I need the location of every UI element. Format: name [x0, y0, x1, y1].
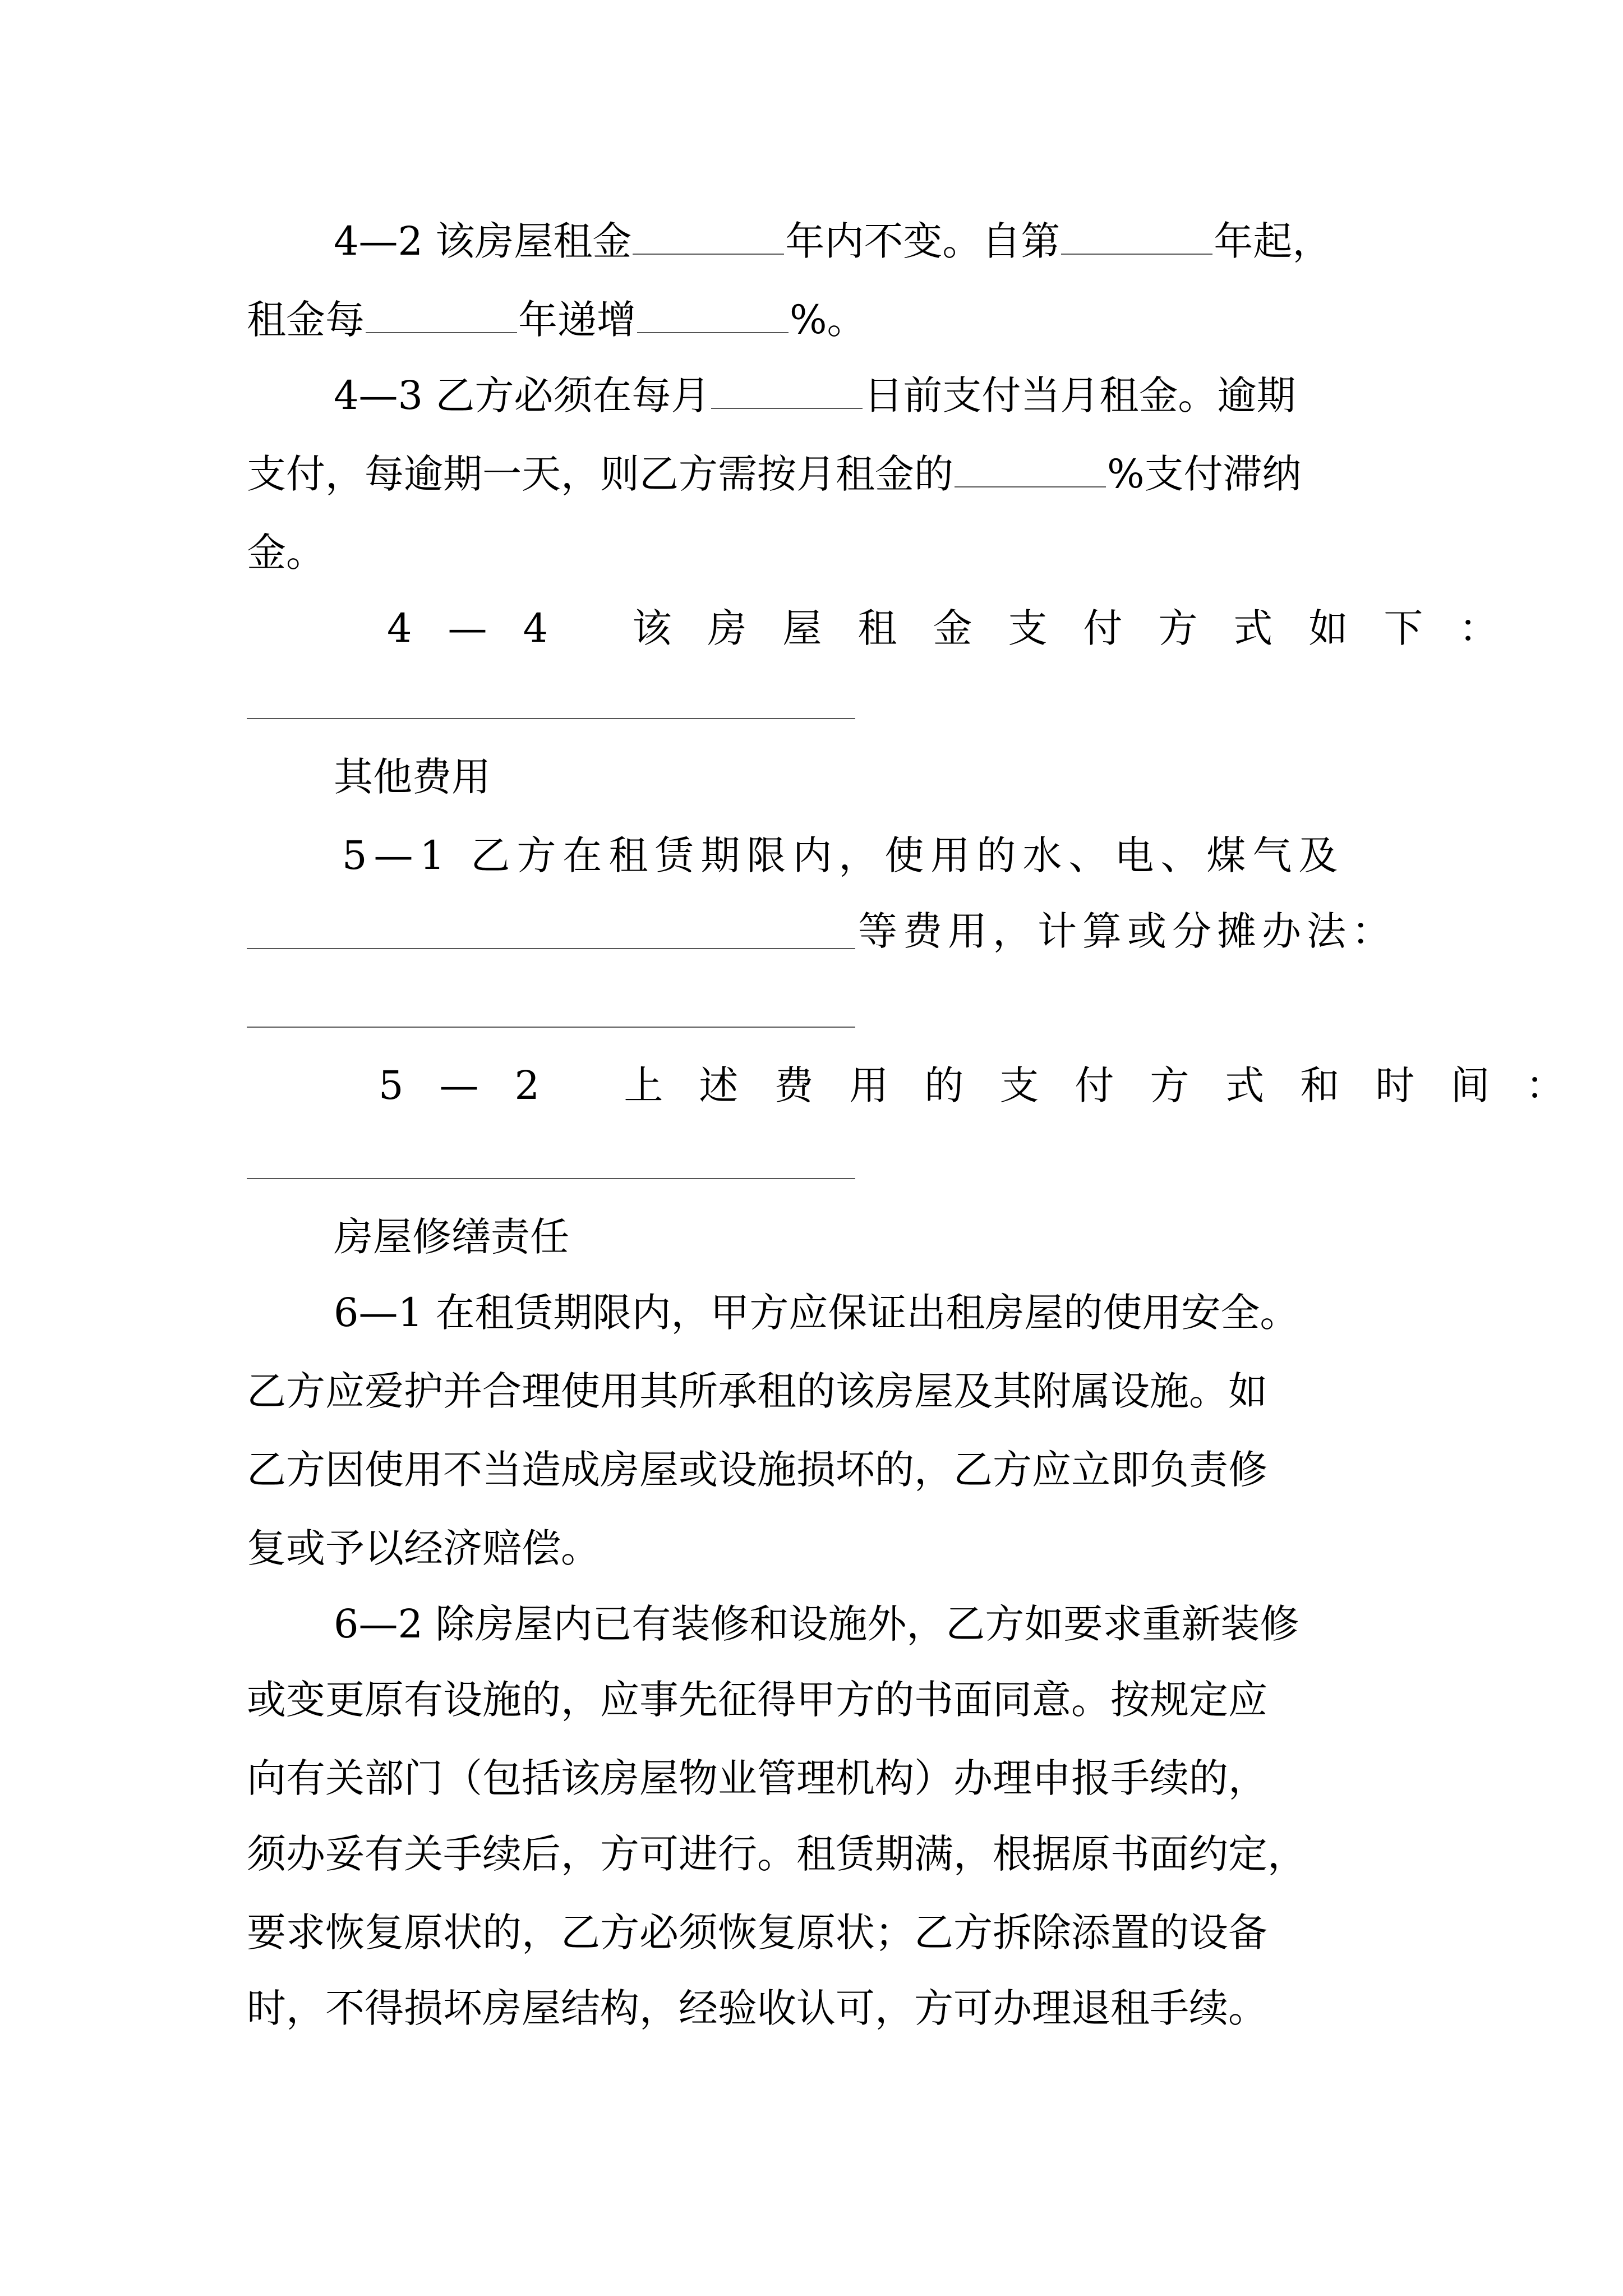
clause-4-2-line-1 [334, 219, 1331, 264]
clause-4-2-line-2 [247, 297, 866, 342]
clause-6-2-line-6: 时，不得损坏房屋结构，经验收认可，方可办理退租手续。 [247, 1985, 1267, 2031]
clause-6-2-line-4: 须办妥有关手续后，方可进行。租赁期满，根据原书面约定， [247, 1831, 1307, 1877]
text-segment: 租金每 [247, 297, 365, 343]
text-segment: 日前支付当月租金。逾期 [864, 372, 1296, 418]
section-heading-other-fees: 其他费用 [334, 754, 491, 800]
text-segment: %支付滞纳 [1107, 451, 1302, 497]
text-segment: %。 [790, 297, 866, 343]
clause-6-1-line-4: 复或予以经济赔偿。 [247, 1525, 600, 1571]
clause-4-3-line-3 [247, 530, 325, 575]
fill-blank [955, 452, 1106, 487]
clause-6-2-line-2: 或变更原有设施的，应事先征得甲方的书面同意。按规定应 [247, 1677, 1267, 1723]
text-segment: 年递增 [518, 297, 636, 343]
clause-6-2-line-5: 要求恢复原状的，乙方必须恢复原状；乙方拆除添置的设备 [247, 1910, 1267, 1955]
fill-blank [633, 219, 784, 255]
fill-blank [711, 373, 863, 409]
clause-5-2: 5—2 上述费用的支付方式和时间： [379, 1062, 1601, 1108]
text-segment: 年内不变。自第 [785, 218, 1061, 264]
clause-6-1-line-3: 乙方因使用不当造成房屋或设施损坏的，乙方应立即负责修 [247, 1447, 1267, 1493]
fill-line [247, 1027, 855, 1028]
text-segment: 4—3 乙方必须在每月 [334, 372, 711, 418]
fill-blank [637, 297, 789, 333]
text-segment: 等费用，计算或分摊办法： [858, 908, 1396, 954]
clause-6-2-line-3: 向有关部门（包括该房屋物业管理机构）办理申报手续的， [247, 1755, 1267, 1801]
fill-blank [366, 297, 517, 333]
clause-4-4: 4—4 该房屋租金支付方式如下： [387, 605, 1534, 651]
clause-5-1-line-2 [858, 909, 1396, 954]
clause-4-3-line-1 [334, 373, 1295, 418]
clause-6-1-line-1: 6—1 在租赁期限内，甲方应保证出租房屋的使用安全。 [334, 1290, 1299, 1336]
text-segment: 年起， [1214, 218, 1332, 264]
text-segment: 5—1 乙方在租赁期限内，使用的水、电、煤气及 [342, 832, 1345, 878]
text-segment: 金。 [247, 530, 325, 576]
text-segment: 支付，每逾期一天，则乙方需按月租金的 [247, 451, 953, 497]
fill-line [247, 718, 855, 719]
fill-line [247, 1178, 855, 1179]
clause-6-1-line-2: 乙方应爱护并合理使用其所承租的该房屋及其附属设施。如 [247, 1368, 1267, 1414]
section-heading-repair-responsibility: 房屋修缮责任 [334, 1214, 569, 1260]
clause-4-3-line-2 [247, 452, 1302, 496]
fill-line [247, 948, 855, 949]
clause-5-1-line-1 [342, 833, 1344, 878]
text-segment: 4—2 该房屋租金 [334, 218, 632, 264]
fill-blank [1061, 219, 1212, 255]
clause-6-2-line-1: 6—2 除房屋内已有装修和设施外，乙方如要求重新装修 [334, 1601, 1299, 1647]
